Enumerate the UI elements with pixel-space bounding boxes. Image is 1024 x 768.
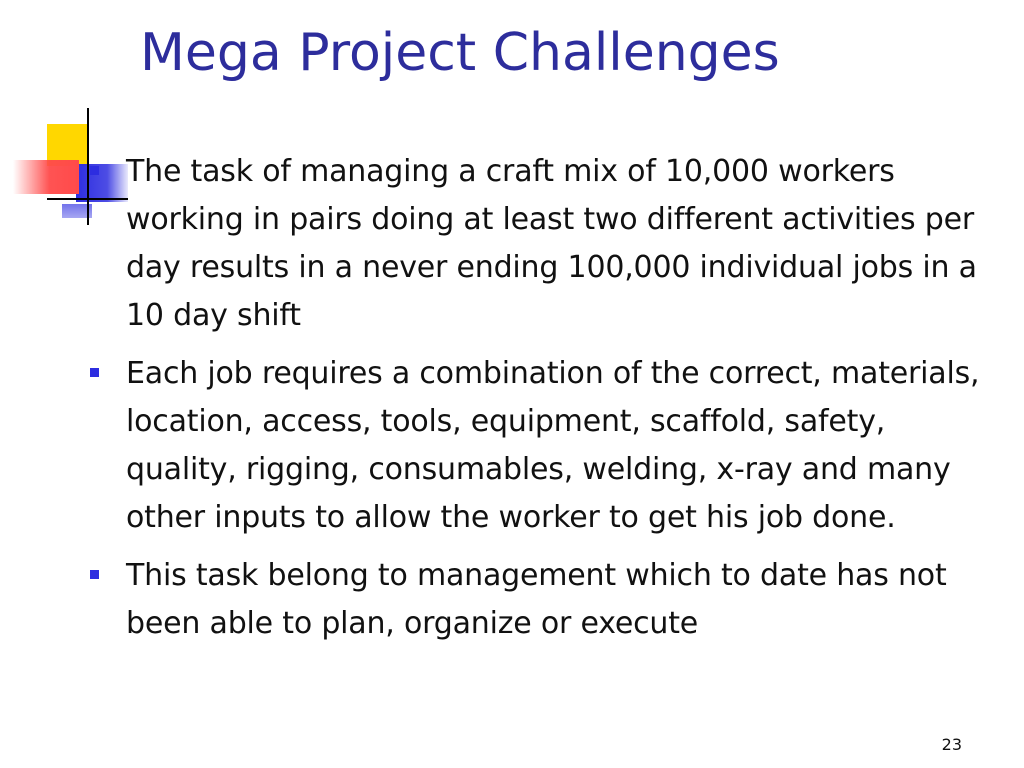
- bullet-list: [86, 148, 986, 658]
- bullet-text: This task belong to management which to date has not been able to plan, organize or execute: [126, 558, 947, 641]
- square-bullet-icon: [90, 368, 99, 377]
- bullet-item: [86, 148, 986, 340]
- slide-title: Mega Project Challenges: [140, 23, 780, 83]
- square-bullet-icon: [90, 166, 99, 175]
- bullet-text: The task of managing a craft mix of 10,000 workers working in pairs doing at least two different activities per day results in a never ending 100,000 individual jobs in a 10 day shift: [126, 154, 977, 333]
- square-bullet-icon: [90, 570, 99, 579]
- bullet-text: Each job requires a combination of the correct, materials, location, access, tools, equipment, scaffold, safety, quality, rigging, consumables, welding, x-ray and many other inputs to allow the worker to get his job done.: [126, 356, 980, 535]
- bullet-item: [86, 552, 986, 648]
- deco-yellow-square: [47, 124, 89, 166]
- deco-red-bar: [13, 160, 79, 194]
- bullet-item: [86, 350, 986, 542]
- page-number: 23: [941, 735, 962, 754]
